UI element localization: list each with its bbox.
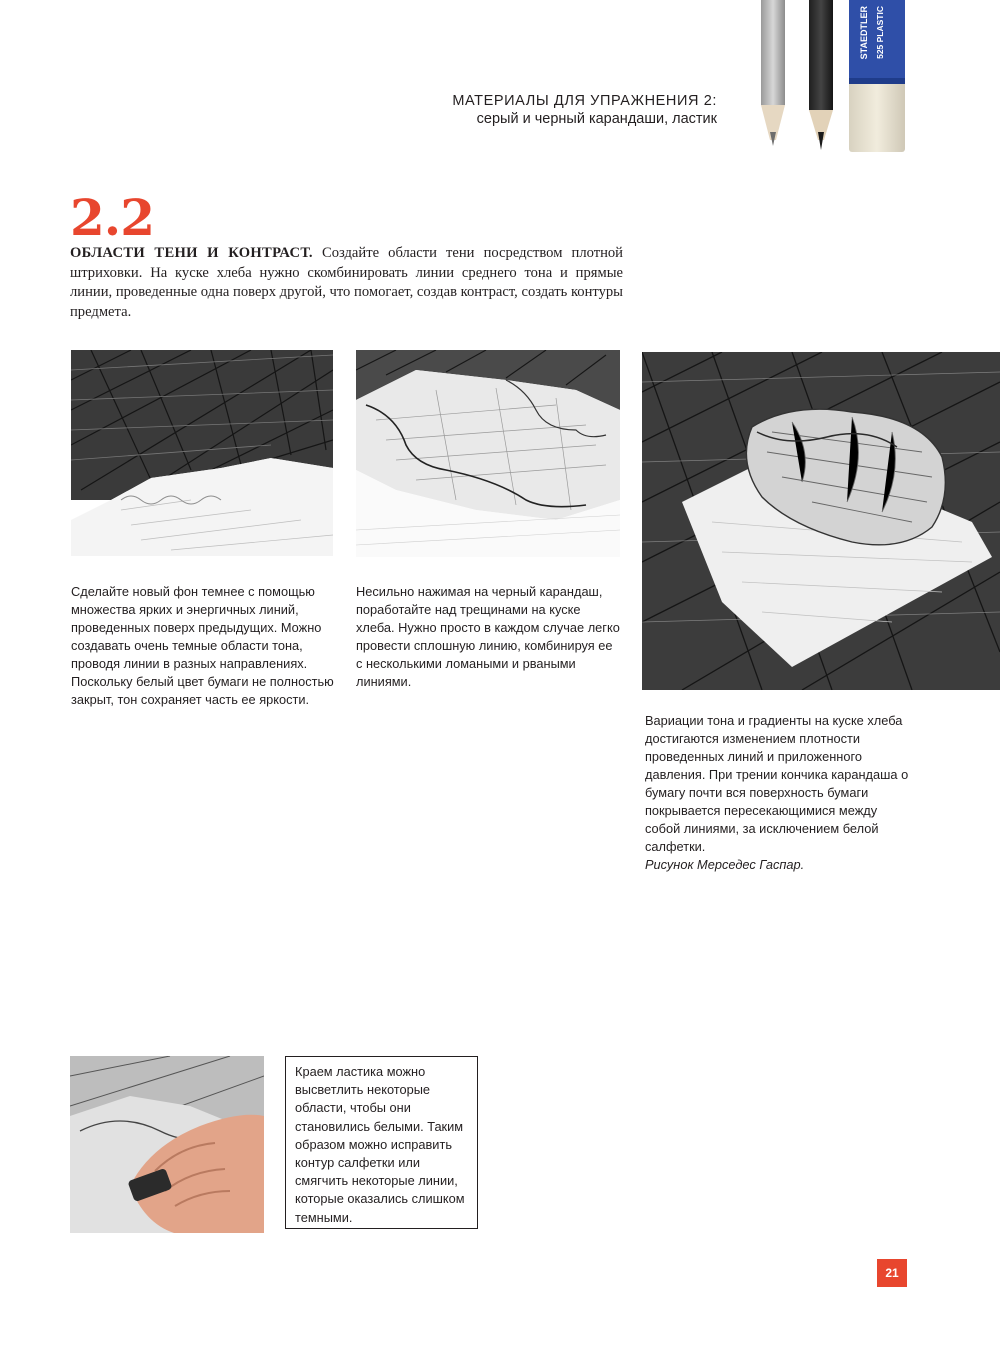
eraser-model-label: 525 PLASTIC bbox=[875, 6, 885, 59]
section-lead: ОБЛАСТИ ТЕНИ И КОНТРАСТ. bbox=[70, 245, 313, 261]
step1-caption: Сделайте новый фон темнее с помощью множества ярких и энергичных линий, проведенных поверх предыдущих. Можно создавать очень темные области тона, проводя линии в разных направлениях. Поскольку белый цвет бумаги не полностью закрыт, тон сохраняет часть ее яркости. bbox=[71, 584, 334, 707]
section-intro bbox=[70, 244, 623, 322]
materials-photo bbox=[755, 0, 905, 155]
final-caption-text: Вариации тона и градиенты на куске хлеба достигаются изменением плотности проведенных линий и приложенного давления. При трении кончика карандаша о бумагу почти вся поверхность бумаги покрывается пересекающимися между собой линиями, за исключением белой салфетки. bbox=[645, 713, 909, 854]
step1-drawing bbox=[71, 350, 333, 556]
materials-list: серый и черный карандаши, ластик bbox=[476, 111, 717, 127]
section-number: 2.2 bbox=[70, 188, 154, 247]
materials-title: МАТЕРИАЛЫ ДЛЯ УПРАЖНЕНИЯ 2: bbox=[452, 93, 717, 109]
materials-header bbox=[452, 92, 717, 128]
section-text: Создайте области тени посредством плотной штриховки. На куске хлеба нужно скомбинировать линии среднего тона и прямые линии, проведенные одна поверх другой, что помогает, создав контраст, создать контуры предмета. bbox=[70, 245, 623, 320]
eraser-technique-photo bbox=[70, 1056, 264, 1233]
step2-caption: Несильно нажимая на черный карандаш, поработайте над трещинами на куске хлеба. Нужно просто в каждом случае легко провести сплошную линию, комбинируя ее с несколькими ломаными и рваными линиями. bbox=[356, 584, 620, 689]
drawing-author: Рисунок Мерседес Гаспар. bbox=[645, 857, 805, 872]
final-drawing bbox=[642, 352, 1000, 690]
page-number: 21 bbox=[877, 1259, 907, 1287]
eraser-brand-label: STAEDTLER bbox=[859, 6, 869, 60]
final-caption bbox=[645, 712, 913, 874]
tip-box: Краем ластика можно высветлить некоторые области, чтобы они становились белыми. Таким образом можно исправить контур салфетки или смягчить некоторые линии, которые оказались слишком темными. bbox=[285, 1056, 478, 1229]
step2-drawing bbox=[356, 350, 620, 557]
